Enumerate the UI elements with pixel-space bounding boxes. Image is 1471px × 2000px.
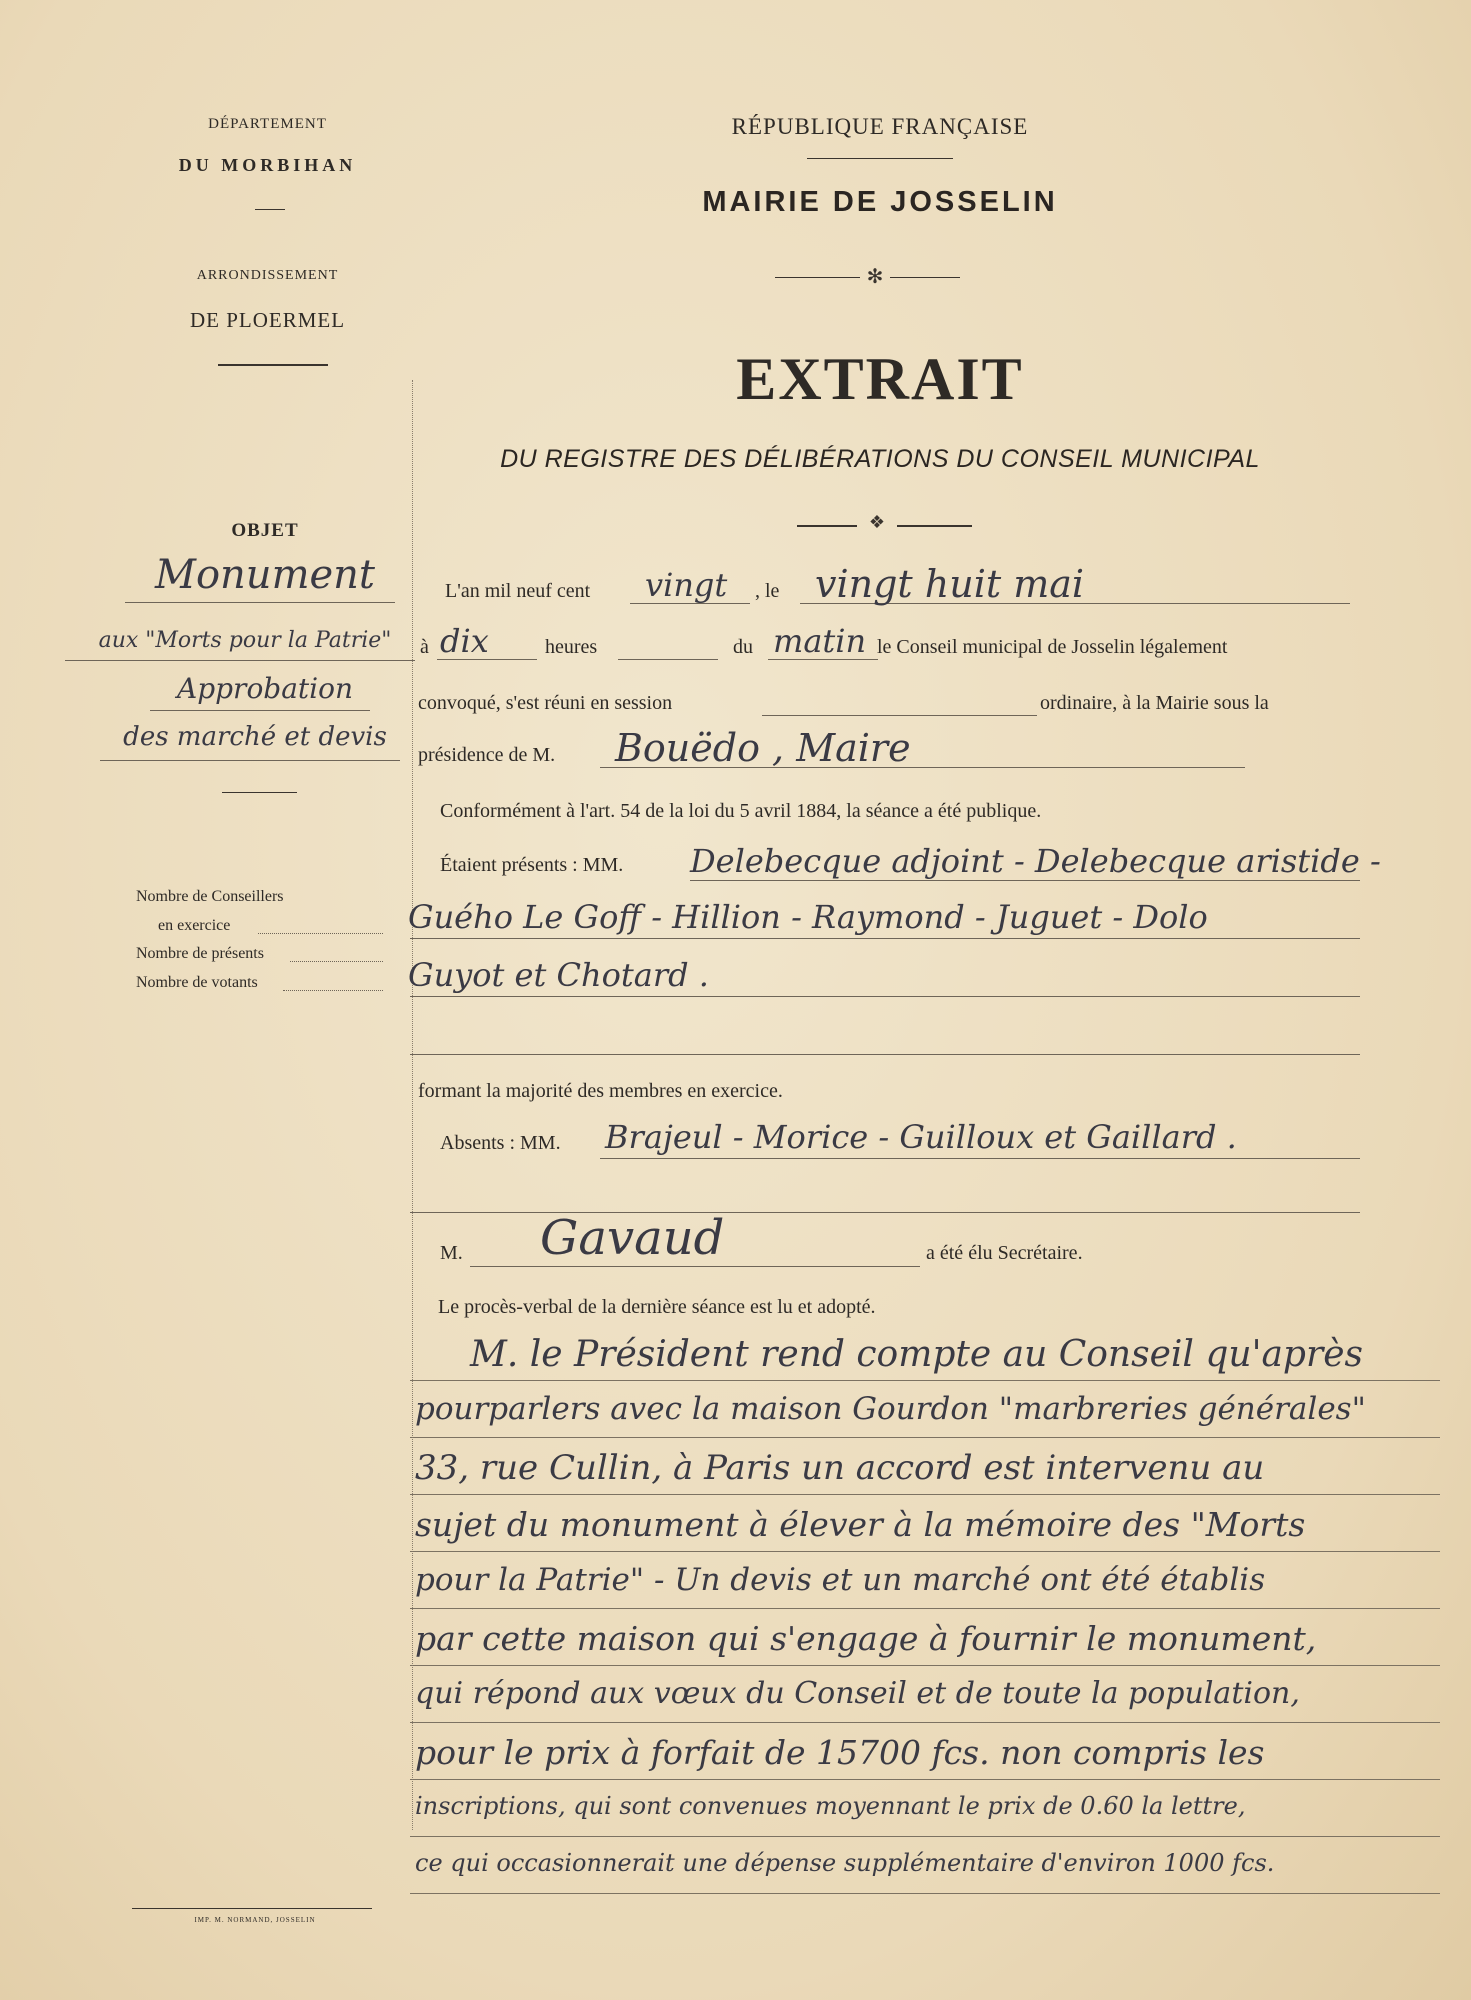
form-text: le Conseil municipal de Josselin légalement	[877, 636, 1228, 658]
ornament-left	[797, 525, 857, 527]
count-label-votants: Nombre de votants	[136, 974, 258, 991]
divider	[807, 158, 953, 159]
body-line-6: par cette maison qui s'engage à fournir le monument,	[415, 1619, 1317, 1658]
present-field-1	[690, 880, 1360, 881]
secretary-value: Gavaud	[540, 1210, 725, 1266]
divider	[218, 364, 328, 366]
body-line-2: pourparlers avec la maison Gourdon "marbreries générales"	[415, 1391, 1366, 1427]
body-line-8: pour le prix à forfait de 15700 fcs. non compris les	[415, 1733, 1265, 1772]
absents-field-1	[600, 1158, 1360, 1159]
present-field-4	[410, 1054, 1360, 1055]
form-text: convoqué, s'est réuni en session	[418, 692, 673, 714]
form-text: a été élu Secrétaire.	[926, 1242, 1083, 1264]
objet-line-4: des marché et devis	[123, 722, 387, 752]
count-field-presents	[290, 961, 383, 962]
form-text: présidence de M.	[418, 744, 556, 766]
divider	[132, 1908, 372, 1909]
ornament-icon: ✻	[866, 266, 884, 288]
form-text: Absents : MM.	[440, 1132, 561, 1154]
arrondissement-name: DE PLOERMEL	[189, 308, 346, 332]
secretary-field	[470, 1266, 920, 1267]
count-label-presents: Nombre de présents	[136, 945, 264, 962]
blank-field	[618, 659, 718, 660]
objet-line-2: aux "Morts pour la Patrie"	[98, 628, 392, 653]
present-value-1: Delebecque adjoint - Delebecque aristide -	[690, 842, 1381, 880]
ornament-right	[890, 277, 960, 278]
form-text: Conformément à l'art. 54 de la loi du 5 avril 1884, la séance a été publique.	[440, 800, 1042, 822]
count-field-votants	[283, 990, 383, 991]
form-text: Étaient présents : MM.	[440, 854, 624, 876]
form-text: Le procès-verbal de la dernière séance est lu et adopté.	[438, 1296, 876, 1318]
form-text: à	[420, 636, 429, 658]
underline	[100, 760, 400, 761]
ornament-left	[775, 277, 860, 278]
department-label: DÉPARTEMENT	[208, 116, 327, 132]
session-field	[762, 715, 1037, 716]
present-value-2: Guého Le Goff - Hillion - Raymond - Juguet - Dolo	[408, 898, 1208, 936]
president-value: Bouëdo , Maire	[615, 726, 911, 770]
form-text: heures	[545, 636, 598, 658]
document-title: EXTRAIT	[736, 346, 1024, 412]
objet-label: OBJET	[231, 520, 299, 541]
present-value-3: Guyot et Chotard .	[408, 956, 709, 994]
underline	[150, 710, 370, 711]
count-label-conseillers: Nombre de Conseillers	[136, 888, 284, 905]
underline	[65, 660, 415, 661]
form-text: formant la majorité des membres en exercice.	[418, 1080, 783, 1102]
ornament-right	[897, 525, 972, 527]
form-text: , le	[755, 580, 780, 602]
date-value: vingt huit mai	[815, 562, 1085, 606]
body-line-5: pour la Patrie" - Un devis et un marché ont été établis	[415, 1562, 1266, 1598]
printer-imprint: IMP. M. NORMAND, JOSSELIN	[194, 1916, 316, 1924]
body-line-9: inscriptions, qui sont convenues moyennant le prix de 0.60 la lettre,	[415, 1792, 1246, 1820]
objet-line-3: Approbation	[176, 672, 354, 705]
count-field-exercice	[258, 933, 383, 934]
objet-line-1: Monument	[155, 552, 375, 598]
underline	[125, 602, 395, 603]
present-field-3	[410, 996, 1360, 997]
arrondissement-label: ARRONDISSEMENT	[196, 268, 339, 283]
period-value: matin	[773, 622, 867, 660]
hour-value: dix	[440, 622, 489, 660]
form-text: M.	[440, 1242, 463, 1264]
document-subtitle: DU REGISTRE DES DÉLIBÉRATIONS DU CONSEIL MUNICIPAL	[500, 445, 1260, 473]
form-text: ordinaire, à la Mairie sous la	[1040, 692, 1269, 714]
year-value: vingt	[645, 566, 728, 604]
absents-value: Brajeul - Morice - Guilloux et Gaillard .	[605, 1118, 1237, 1156]
body-line-1: M. le Président rend compte au Conseil qu'après	[470, 1334, 1363, 1375]
form-text: du	[733, 636, 753, 658]
body-line-4: sujet du monument à élever à la mémoire des "Morts	[415, 1505, 1306, 1544]
count-label-exercice: en exercice	[158, 917, 231, 934]
body-line-7: qui répond aux vœux du Conseil et de toute la population,	[415, 1676, 1300, 1711]
department-name: DU MORBIHAN	[178, 155, 357, 175]
present-field-2	[410, 938, 1360, 939]
form-text: L'an mil neuf cent	[445, 580, 591, 602]
divider	[222, 792, 297, 793]
republic-heading: RÉPUBLIQUE FRANÇAISE	[731, 114, 1029, 139]
divider	[255, 209, 285, 210]
mairie-heading: MAIRIE DE JOSSELIN	[702, 186, 1058, 218]
body-line-3: 33, rue Cullin, à Paris un accord est intervenu au	[415, 1448, 1265, 1488]
body-line-10: ce qui occasionnerait une dépense supplémentaire d'environ 1000 fcs.	[415, 1849, 1275, 1877]
ornament-icon: ❖	[868, 512, 886, 532]
